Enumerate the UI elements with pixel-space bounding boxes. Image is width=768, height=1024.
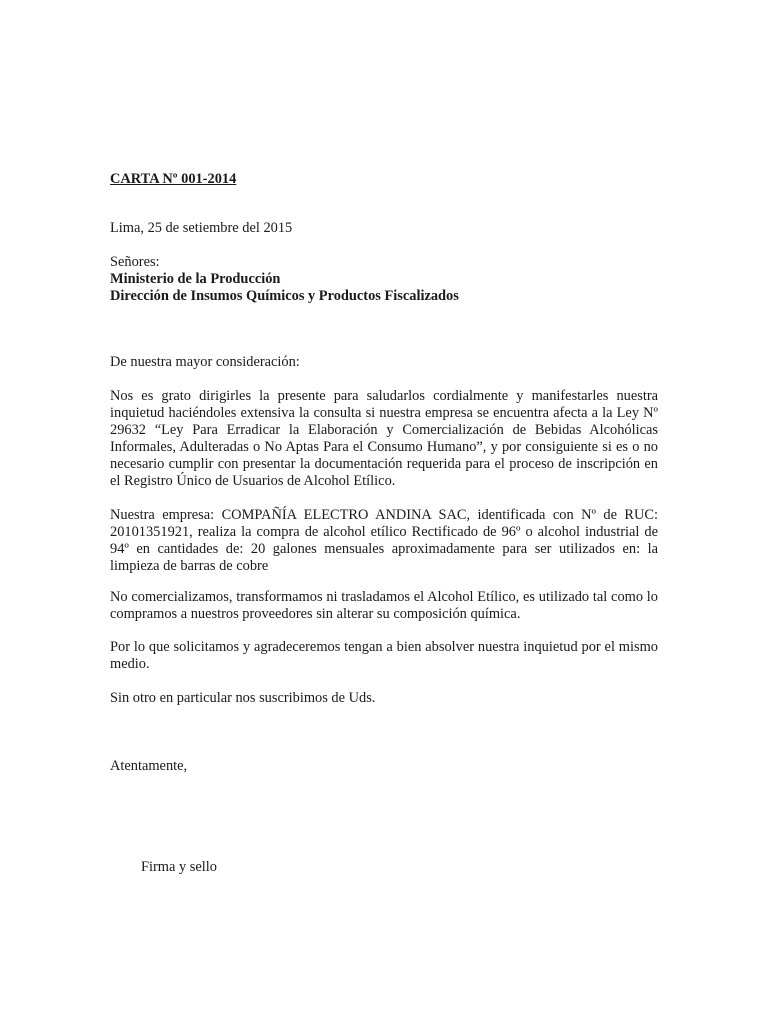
recipient-greeting: Señores:: [110, 254, 160, 270]
recipient-block: [110, 254, 658, 305]
salutation: De nuestra mayor consideración:: [110, 354, 300, 370]
recipient-direction: Dirección de Insumos Químicos y Productos Fiscalizados: [110, 288, 459, 304]
closing: Atentamente,: [110, 758, 188, 774]
paragraph-request: Por lo que solicitamos y agradeceremos tengan a bien absolver nuestra inquietud por el mismo medio.: [110, 639, 658, 672]
paragraph-company: Nuestra empresa: COMPAÑÍA ELECTRO ANDINA SAC, identificada con Nº de RUC: 20101351921, realiza la compra de alcohol etílico Rectificado de 96º o alcohol industrial de 94º en cantidades de: 20 galones mensuales aproximadamente para ser utilizados en: la limpieza de barras de cobre: [110, 507, 658, 574]
paragraph-usage: No comercializamos, transformamos ni trasladamos el Alcohol Etílico, es utilizado tal como lo compramos a nuestros proveedores sin alterar su composición química.: [110, 589, 658, 622]
letter-title: CARTA Nº 001-2014: [110, 171, 237, 187]
paragraph-inquiry: Nos es grato dirigirles la presente para saludarlos cordialmente y manifestarles nuestra inquietud haciéndoles extensiva la consulta si nuestra empresa se encuentra afecta a la Ley Nº 29632 “Ley Para Erradicar la Elaboración y Comercialización de Bebidas Alcohólicas Informales, Adulteradas o No Aptas Para el Consumo Humano”, y por consiguiente si es o no necesario cumplir con presentar la documentación requerida para el proceso de inscripción en el Registro Único de Usuarios de Alcohol Etílico.: [110, 388, 658, 489]
paragraph-farewell: Sin otro en particular nos suscribimos de Uds.: [110, 690, 376, 706]
date-line: Lima, 25 de setiembre del 2015: [110, 220, 293, 236]
signature-label: Firma y sello: [141, 859, 217, 875]
recipient-ministry: Ministerio de la Producción: [110, 271, 281, 287]
